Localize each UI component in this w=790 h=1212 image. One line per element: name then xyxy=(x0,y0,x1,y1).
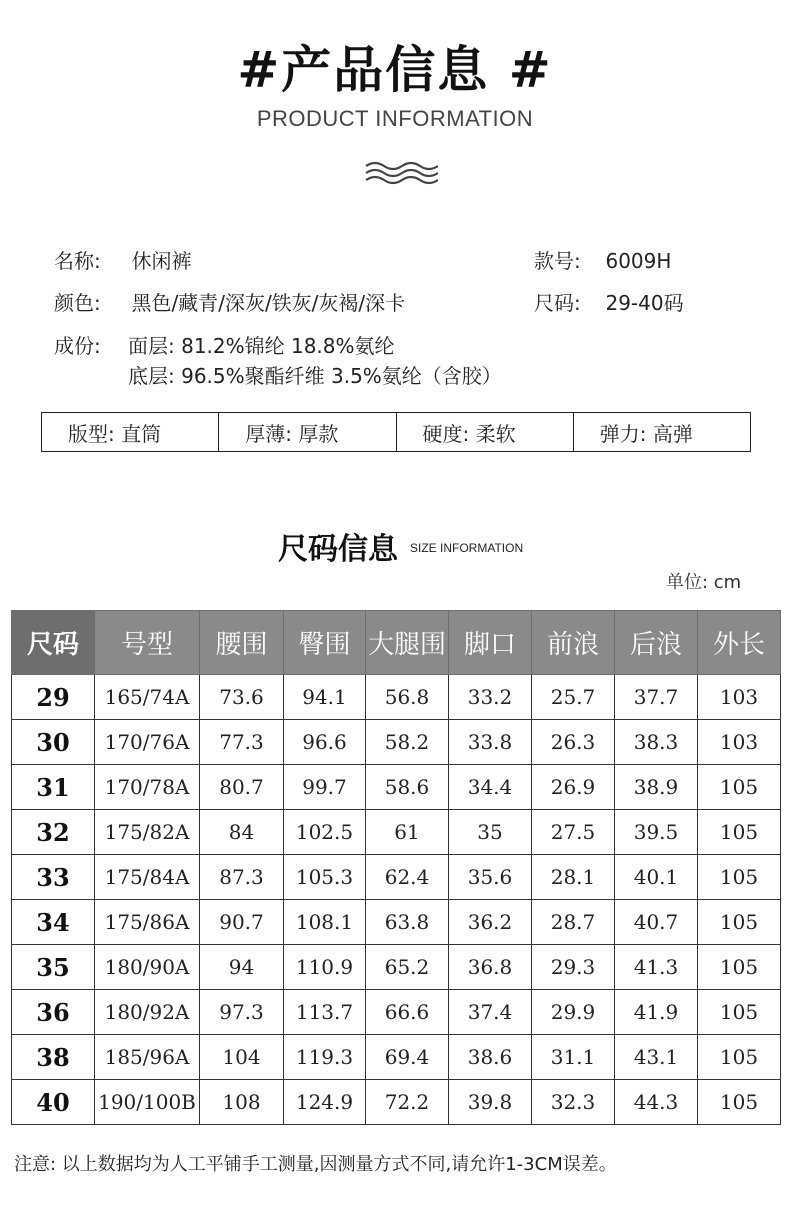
size-info-title: 尺码信息 xyxy=(278,532,398,567)
cell-front-rise: 25.7 xyxy=(532,675,615,720)
cell-model: 175/84A xyxy=(95,855,200,900)
cell-outseam: 105 xyxy=(698,1080,781,1125)
header-back-rise: 后浪 xyxy=(615,611,698,675)
cell-waist: 73.6 xyxy=(200,675,284,720)
attribute-thickness: 厚薄: 厚款 xyxy=(219,413,396,451)
style-number-label: 款号: xyxy=(534,249,581,273)
cell-hip: 105.3 xyxy=(284,855,366,900)
table-row xyxy=(12,1035,781,1080)
cell-front-rise: 28.7 xyxy=(532,900,615,945)
cell-outseam: 105 xyxy=(698,765,781,810)
cell-thigh: 58.6 xyxy=(366,765,449,810)
cell-size: 34 xyxy=(12,900,95,945)
cell-leg-opening: 33.8 xyxy=(449,720,532,765)
cell-model: 185/96A xyxy=(95,1035,200,1080)
size-range xyxy=(534,287,684,316)
cell-waist: 87.3 xyxy=(200,855,284,900)
cell-hip: 96.6 xyxy=(284,720,366,765)
cell-thigh: 65.2 xyxy=(366,945,449,990)
header-thigh: 大腿围 xyxy=(366,611,449,675)
cell-leg-opening: 39.8 xyxy=(449,1080,532,1125)
style-number-value: 6009H xyxy=(605,249,672,273)
cell-back-rise: 37.7 xyxy=(615,675,698,720)
cell-leg-opening: 36.8 xyxy=(449,945,532,990)
cell-leg-opening: 33.2 xyxy=(449,675,532,720)
cell-model: 190/100B xyxy=(95,1080,200,1125)
attribute-bar xyxy=(41,412,751,452)
wave-divider-icon xyxy=(364,160,438,186)
cell-waist: 94 xyxy=(200,945,284,990)
cell-outseam: 103 xyxy=(698,675,781,720)
attribute-stretch: 弹力: 高弹 xyxy=(599,421,693,446)
table-row xyxy=(12,1080,781,1125)
size-info-subtitle: SIZE INFORMATION xyxy=(410,541,524,555)
cell-waist: 77.3 xyxy=(200,720,284,765)
cell-waist: 84 xyxy=(200,810,284,855)
cell-back-rise: 44.3 xyxy=(615,1080,698,1125)
cell-model: 180/92A xyxy=(95,990,200,1035)
product-name xyxy=(54,245,191,274)
size-range-value: 29-40码 xyxy=(605,291,684,315)
cell-thigh: 58.2 xyxy=(366,720,449,765)
cell-back-rise: 40.1 xyxy=(615,855,698,900)
outer-layer: 面层: 81.2%锦纶 18.8%氨纶 xyxy=(128,334,395,358)
style-number xyxy=(534,245,671,274)
page-title: #产品信息 # xyxy=(237,41,553,99)
cell-front-rise: 32.3 xyxy=(532,1080,615,1125)
cell-model: 180/90A xyxy=(95,945,200,990)
cell-outseam: 105 xyxy=(698,1035,781,1080)
cell-size: 40 xyxy=(12,1080,95,1125)
cell-front-rise: 31.1 xyxy=(532,1035,615,1080)
cell-back-rise: 41.3 xyxy=(615,945,698,990)
cell-outseam: 103 xyxy=(698,720,781,765)
cell-waist: 90.7 xyxy=(200,900,284,945)
cell-hip: 94.1 xyxy=(284,675,366,720)
inner-layer: 底层: 96.5%聚酯纤维 3.5%氨纶（含胶） xyxy=(128,364,502,388)
cell-waist: 104 xyxy=(200,1035,284,1080)
table-row xyxy=(12,720,781,765)
unit-label: 单位: cm xyxy=(666,572,742,593)
cell-back-rise: 40.7 xyxy=(615,900,698,945)
cell-hip: 113.7 xyxy=(284,990,366,1035)
table-row xyxy=(12,990,781,1035)
cell-front-rise: 29.9 xyxy=(532,990,615,1035)
cell-outseam: 105 xyxy=(698,810,781,855)
cell-size: 35 xyxy=(12,945,95,990)
header-outseam: 外长 xyxy=(698,611,781,675)
cell-outseam: 105 xyxy=(698,900,781,945)
cell-size: 38 xyxy=(12,1035,95,1080)
table-row xyxy=(12,765,781,810)
cell-hip: 110.9 xyxy=(284,945,366,990)
page-subtitle: PRODUCT INFORMATION xyxy=(256,106,534,131)
cell-leg-opening: 34.4 xyxy=(449,765,532,810)
cell-leg-opening: 35 xyxy=(449,810,532,855)
product-colors xyxy=(54,287,405,316)
header-leg-opening: 脚口 xyxy=(449,611,532,675)
product-name-value: 休闲裤 xyxy=(131,249,192,273)
color-label: 颜色: xyxy=(54,291,101,315)
cell-size: 30 xyxy=(12,720,95,765)
cell-hip: 108.1 xyxy=(284,900,366,945)
size-table xyxy=(11,610,781,1125)
cell-waist: 80.7 xyxy=(200,765,284,810)
cell-hip: 124.9 xyxy=(284,1080,366,1125)
cell-size: 31 xyxy=(12,765,95,810)
cell-front-rise: 26.3 xyxy=(532,720,615,765)
cell-outseam: 105 xyxy=(698,945,781,990)
cell-model: 170/76A xyxy=(95,720,200,765)
header-size: 尺码 xyxy=(12,611,95,675)
cell-model: 175/86A xyxy=(95,900,200,945)
table-header-row xyxy=(12,611,781,675)
cell-size: 29 xyxy=(12,675,95,720)
header-waist: 腰围 xyxy=(200,611,284,675)
cell-hip: 119.3 xyxy=(284,1035,366,1080)
table-row xyxy=(12,900,781,945)
cell-front-rise: 26.9 xyxy=(532,765,615,810)
cell-back-rise: 41.9 xyxy=(615,990,698,1035)
cell-size: 32 xyxy=(12,810,95,855)
cell-back-rise: 38.3 xyxy=(615,720,698,765)
cell-thigh: 63.8 xyxy=(366,900,449,945)
composition-label: 成份: xyxy=(54,334,101,358)
attribute-fit: 版型: 直筒 xyxy=(42,413,219,451)
table-row xyxy=(12,810,781,855)
header-model: 号型 xyxy=(95,611,200,675)
attribute-hardness: 硬度: 柔软 xyxy=(397,413,574,451)
cell-leg-opening: 37.4 xyxy=(449,990,532,1035)
cell-waist: 108 xyxy=(200,1080,284,1125)
cell-outseam: 105 xyxy=(698,990,781,1035)
cell-hip: 102.5 xyxy=(284,810,366,855)
cell-thigh: 72.2 xyxy=(366,1080,449,1125)
cell-thigh: 62.4 xyxy=(366,855,449,900)
cell-thigh: 66.6 xyxy=(366,990,449,1035)
cell-thigh: 61 xyxy=(366,810,449,855)
measurement-note: 注意: 以上数据均为人工平铺手工测量,因测量方式不同,请允许1-3CM误差。 xyxy=(14,1154,617,1175)
header-hip: 臀围 xyxy=(284,611,366,675)
table-row xyxy=(12,675,781,720)
cell-model: 175/82A xyxy=(95,810,200,855)
cell-model: 165/74A xyxy=(95,675,200,720)
size-range-label: 尺码: xyxy=(534,291,581,315)
table-row xyxy=(12,855,781,900)
cell-waist: 97.3 xyxy=(200,990,284,1035)
product-name-label: 名称: xyxy=(54,249,101,273)
cell-leg-opening: 36.2 xyxy=(449,900,532,945)
cell-front-rise: 28.1 xyxy=(532,855,615,900)
header-front-rise: 前浪 xyxy=(532,611,615,675)
color-value: 黑色/藏青/深灰/铁灰/灰褐/深卡 xyxy=(131,291,406,315)
cell-outseam: 105 xyxy=(698,855,781,900)
table-row xyxy=(12,945,781,990)
cell-front-rise: 29.3 xyxy=(532,945,615,990)
cell-back-rise: 38.9 xyxy=(615,765,698,810)
cell-front-rise: 27.5 xyxy=(532,810,615,855)
cell-leg-opening: 38.6 xyxy=(449,1035,532,1080)
cell-thigh: 56.8 xyxy=(366,675,449,720)
cell-back-rise: 43.1 xyxy=(615,1035,698,1080)
cell-back-rise: 39.5 xyxy=(615,810,698,855)
cell-hip: 99.7 xyxy=(284,765,366,810)
cell-size: 33 xyxy=(12,855,95,900)
cell-size: 36 xyxy=(12,990,95,1035)
cell-thigh: 69.4 xyxy=(366,1035,449,1080)
cell-model: 170/78A xyxy=(95,765,200,810)
cell-leg-opening: 35.6 xyxy=(449,855,532,900)
